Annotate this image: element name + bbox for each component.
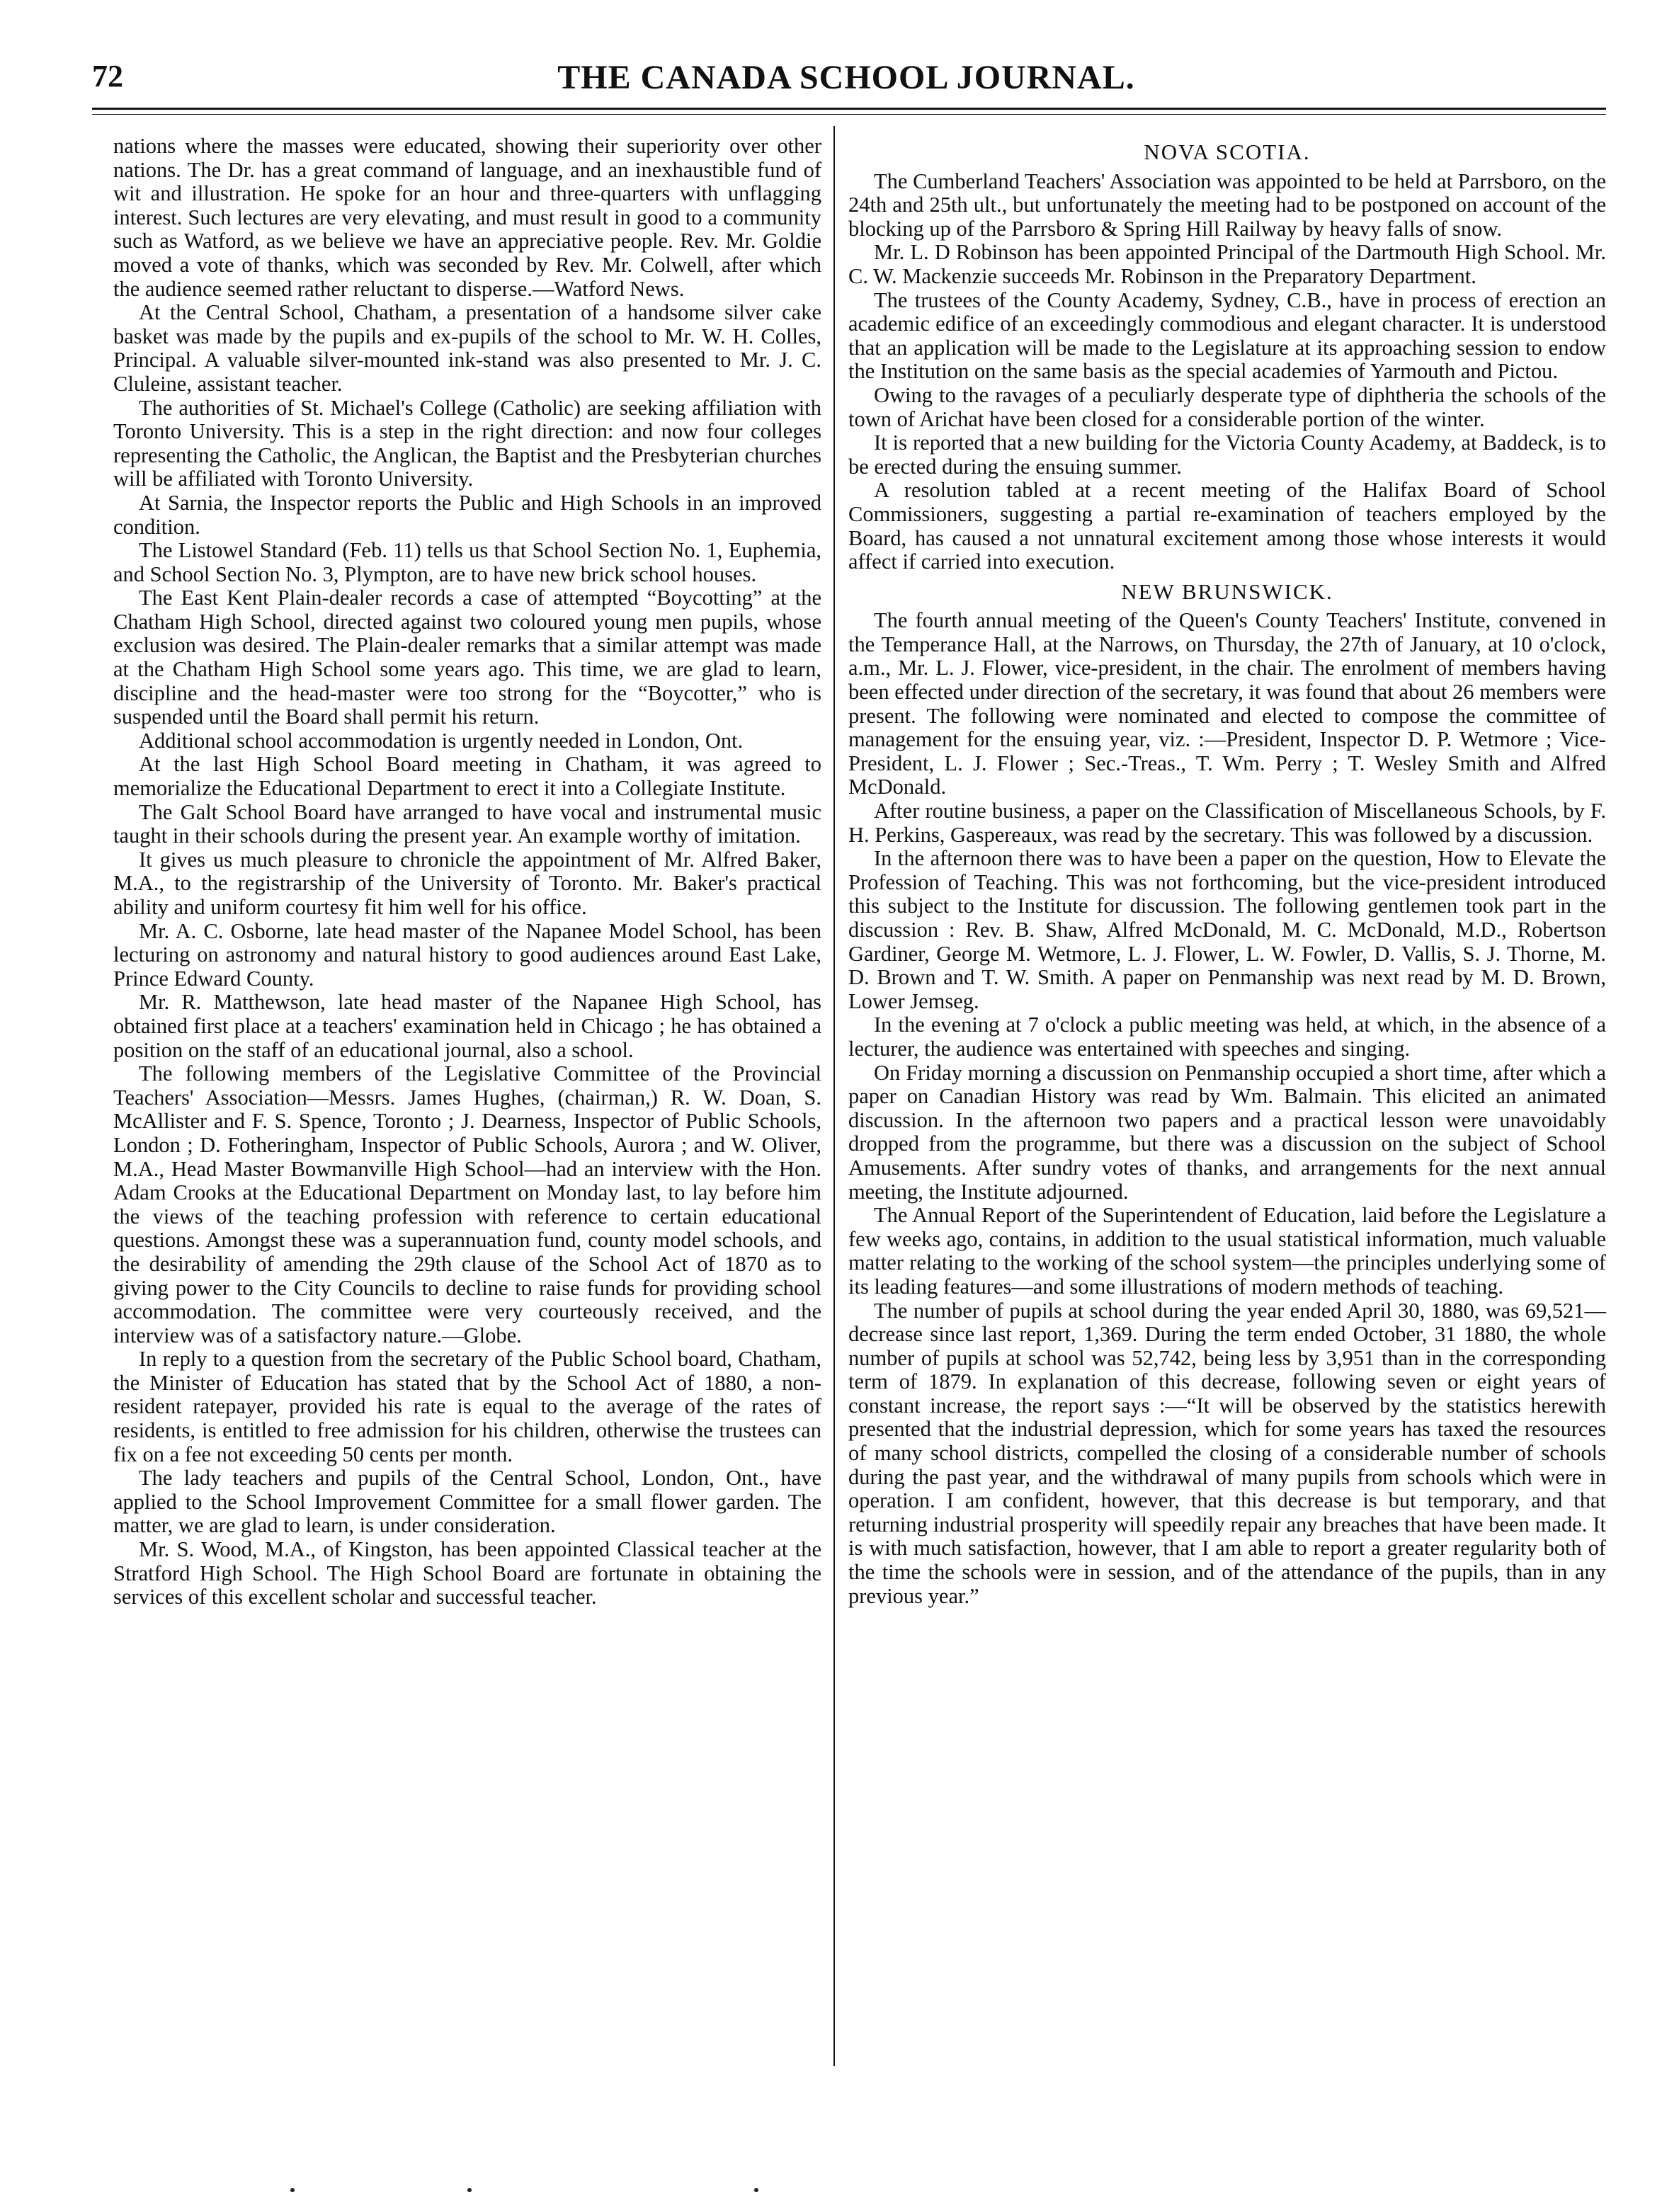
paragraph: In reply to a question from the secretary of the Public School board, Chatham, the Minister of Education has stated that by the School Act of 1880, a non-resident ratepayer, provided his rate is equal to the average of the rates of residents, is entitled to free admission for his children, otherwise the trustees can fix on a fee not exceeding 50 cents per month. bbox=[113, 1347, 821, 1466]
paragraph: The Annual Report of the Superintendent of Education, laid before the Legislature a few weeks ago, contains, in addition to the usual statistical information, much valuable matter relating to the working of the school system—the principles underlying some of its leading features—and some illustrations of modern methods of teaching. bbox=[848, 1203, 1606, 1299]
paragraph: Owing to the ravages of a peculiarly desperate type of diphtheria the schools of the town of Arichat have been closed for a considerable portion of the winter. bbox=[848, 382, 1606, 431]
print-speck bbox=[754, 2188, 758, 2192]
journal-title: THE CANADA SCHOOL JOURNAL. bbox=[557, 59, 1135, 96]
paragraph: On Friday morning a discussion on Penmanship occupied a short time, after which a paper on Canadian History was read by Wm. Balmain. This elicited an animated discussion. In the afternoon two papers and a practical lesson were unavoidably dropped from the programme, but there was a discussion on the subject of School Amusements. After sundry votes of thanks, and arrangements for the next annual meeting, the Institute adjourned. bbox=[848, 1060, 1606, 1204]
paragraph: A resolution tabled at a recent meeting of the Halifax Board of School Commissioners, suggesting a partial re-examination of teachers employed by the Board, has caused a not unnatural excitement among those whose interests it would affect if carried into execution. bbox=[848, 478, 1606, 574]
section-heading-nova-scotia: NOVA SCOTIA. bbox=[1144, 139, 1311, 164]
section-heading-new-brunswick: NEW BRUNSWICK. bbox=[1121, 578, 1333, 604]
paragraph: In the evening at 7 o'clock a public meeting was held, at which, in the absence of a lecturer, the audience was entertained with speeches and singing. bbox=[848, 1013, 1606, 1061]
paragraph: At Sarnia, the Inspector reports the Public and High Schools in an improved condition. bbox=[113, 490, 821, 539]
header-rule-thin bbox=[92, 114, 1606, 115]
paragraph: The Listowel Standard (Feb. 11) tells us that School Section No. 1, Euphemia, and School Section No. 3, Plympton, are to have new brick school houses. bbox=[113, 538, 821, 586]
header-rule bbox=[92, 108, 1606, 110]
paragraph: The Galt School Board have arranged to have vocal and instrumental music taught in their schools during the present year. An example worthy of imitation. bbox=[113, 799, 821, 848]
paragraph: The lady teachers and pupils of the Central School, London, Ont., have applied to the School Improvement Committee for a small flower garden. The matter, we are glad to learn, is under consideration. bbox=[113, 1466, 821, 1538]
page-number: 72 bbox=[92, 59, 123, 93]
left-column bbox=[113, 135, 821, 1609]
paragraph: Mr. A. C. Osborne, late head master of the Napanee Model School, has been lecturing on astronomy and natural history to good audiences around East Lake, Prince Edward County. bbox=[113, 918, 821, 991]
paragraph: At the last High School Board meeting in Chatham, it was agreed to memorialize the Educational Department to erect it into a Collegiate Institute. bbox=[113, 752, 821, 801]
column-divider bbox=[833, 126, 835, 2066]
paragraph: Mr. R. Matthewson, late head master of the Napanee High School, has obtained first place at a teachers' examination held in Chicago ; he has obtained a position on the staff of an educational journal, also a school. bbox=[113, 990, 821, 1062]
paragraph: The East Kent Plain-dealer records a case of attempted “Boycotting” at the Chatham High School, directed against two coloured young men pupils, whose exclusion was desired. The Plain-dealer remarks that a similar attempt was made at the Chatham High School some years ago. This time, we are glad to learn, discipline and the head-master were too strong for the “Boycotter,” who is suspended until the Board shall permit his return. bbox=[113, 586, 821, 729]
paragraph: Mr. L. D Robinson has been appointed Principal of the Dartmouth High School. Mr. C. W. Mackenzie succeeds Mr. Robinson in the Preparatory Department. bbox=[848, 240, 1606, 288]
paragraph: Additional school accommodation is urgently needed in London, Ont. bbox=[139, 728, 744, 753]
paragraph: At the Central School, Chatham, a presentation of a handsome silver cake basket was made by the pupils and ex-pupils of the school to Mr. W. H. Colles, Principal. A valuable silver-mounted ink-stand was also presented to Mr. J. C. Cluleine, assistant teacher. bbox=[113, 300, 821, 396]
paragraph: The Cumberland Teachers' Association was appointed to be held at Parrsboro, on the 24th and 25th ult., but unfortunately the meeting had to be postponed on account of the blocking up of the Parrsboro & Spring Hill Railway by heavy falls of snow. bbox=[848, 169, 1606, 241]
paragraph: The authorities of St. Michael's College (Catholic) are seeking affiliation with Toronto University. This is a step in the right direction: and now four colleges representing the Catholic, the Anglican, the Baptist and the Presbyterian churches will be affiliated with Toronto University. bbox=[113, 395, 821, 491]
print-speck bbox=[467, 2188, 472, 2192]
paragraph: It is reported that a new building for the Victoria County Academy, at Baddeck, is to be erected during the ensuing summer. bbox=[848, 431, 1606, 479]
paragraph: The number of pupils at school during the year ended April 30, 1880, was 69,521—decrease since last report, 1,369. During the term ended October, 31 1880, the whole number of pupils at school was 52,742, being less by 3,951 than in the corresponding term of 1879. In explanation of this decrease, following seven or eight years of constant increase, the report says :—“It will be observed by the statistics herewith presented that the industrial depression, which for some years has taxed the resources of many school districts, compelled the closing of a considerable number of schools during the past year, and the withdrawal of many pupils from schools which were in operation. I am confident, however, that this decrease is but temporary, and that returning industrial prosperity will speedily repair any breaches that have been made. It is with much satisfaction, however, that I am able to report a greater regularity both of the time the schools were in session, and of the attendance of the pupils, than in any previous year.” bbox=[848, 1298, 1606, 1608]
paragraph: nations where the masses were educated, showing their superiority over other nations. The Dr. has a great command of language, and an inexhaustible fund of wit and illustration. He spoke for an hour and three-quarters with unflagging interest. Such lectures are very elevating, and must result in good to a community such as Watford, as we believe we have an appreciative people. Rev. Mr. Goldie moved a vote of thanks, which was seconded by Rev. Mr. Colwell, after which the audience seemed rather reluctant to disperse.—Watford News. bbox=[113, 134, 821, 301]
paragraph: The trustees of the County Academy, Sydney, C.B., have in process of erection an academic edifice of an exceedingly commodious and elegant character. It is understood that an application will be made to the Legislature at its approaching session to endow the Institution on the same basis as the special academies of Yarmouth and Pictou. bbox=[848, 287, 1606, 384]
paragraph: Mr. S. Wood, M.A., of Kingston, has been appointed Classical teacher at the Stratford High School. The High School Board are fortunate in obtaining the services of this excellent scholar and successful teacher. bbox=[113, 1537, 821, 1609]
paragraph: After routine business, a paper on the Classification of Miscellaneous Schools, by F. H. Perkins, Gaspereaux, was read by the secretary. This was followed by a discussion. bbox=[848, 799, 1606, 847]
page-header bbox=[92, 58, 1600, 101]
paragraph: The fourth annual meeting of the Queen's County Teachers' Institute, convened in the Temperance Hall, at the Narrows, on Thursday, the 27th of January, at 10 o'clock, a.m., Mr. L. J. Flower, vice-president, in the chair. The enrolment of members having been effected under direction of the secretary, it was found that about 26 members were present. The following were nominated and elected to compose the committee of management for the ensuing year, viz. :—President, Inspector D. P. Wetmore ; Vice-President, L. J. Flower ; Sec.-Treas., T. Wm. Perry ; T. Wesley Smith and Alfred McDonald. bbox=[848, 608, 1606, 799]
print-speck bbox=[290, 2188, 295, 2192]
paragraph: The following members of the Legislative Committee of the Provincial Teachers' Association—Messrs. James Hughes, (chairman,) R. W. Doan, S. McAllister and F. S. Spence, Toronto ; J. Dearness, Inspector of Public Schools, London ; D. Fotheringham, Inspector of Public Schools, Aurora ; and W. Oliver, M.A., Head Master Bowmanville High School—had an interview with the Hon. Adam Crooks at the Educational Department on Monday last, to lay before him the views of the teaching profession with reference to certain educational questions. Amongst these was a superannuation fund, county model schools, and the desirability of amending the 29th clause of the School Act of 1870 as to giving power to the City Councils to decline to raise funds for providing school accommodation. The committee were very courteously received, and the interview was of a satisfactory nature.—Globe. bbox=[113, 1061, 821, 1347]
paragraph: It gives us much pleasure to chronicle the appointment of Mr. Alfred Baker, M.A., to the registrarship of the University of Toronto. Mr. Baker's practical ability and uniform courtesy fit him well for his office. bbox=[113, 847, 821, 919]
right-column bbox=[848, 135, 1606, 1608]
paragraph: In the afternoon there was to have been a paper on the question, How to Elevate the Profession of Teaching. This was not forthcoming, but the vice-president introduced this subject to the Institute for discussion. The following gentlemen took part in the discussion : Rev. B. Shaw, Alfred McDonald, M. C. McDonald, M.D., Robertson Gardiner, George M. Wetmore, L. J. Flower, L. W. Fowler, D. Vallis, S. J. Thorne, M. D. Brown and T. W. Smith. A paper on Penmanship was next read by M. D. Brown, Lower Jemseg. bbox=[848, 846, 1606, 1013]
